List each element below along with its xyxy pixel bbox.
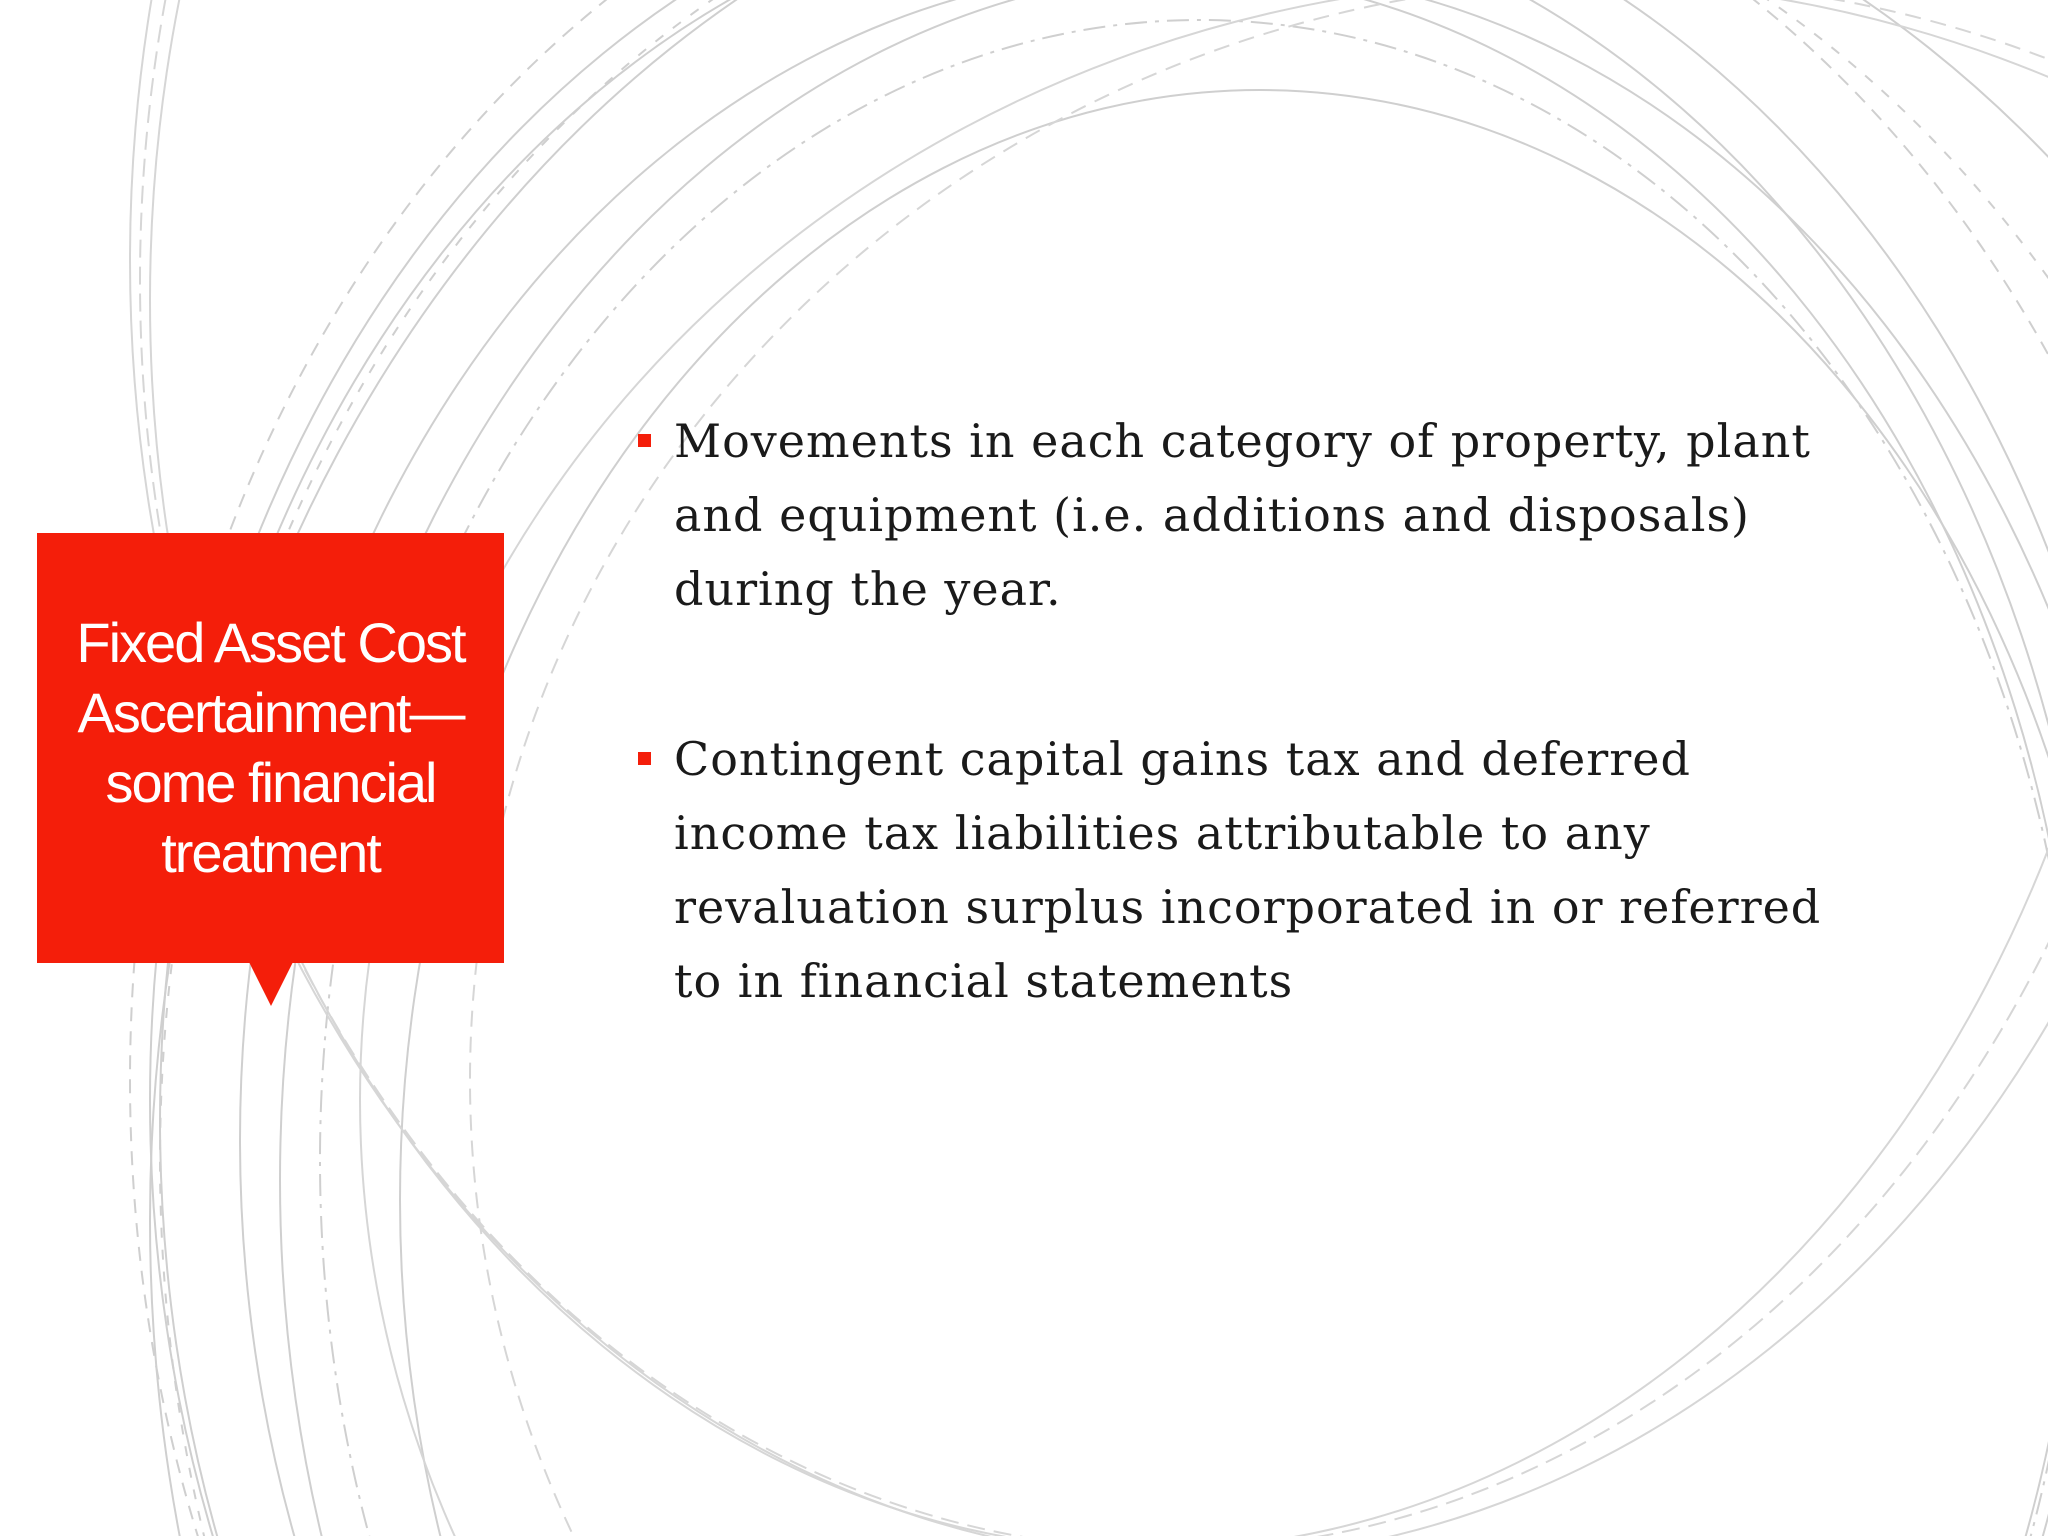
bullet-text: Contingent capital gains tax and deferred income tax liabilities attributable to any revaluation surplus incorporated in or referred to in financial statements [674, 732, 1822, 1008]
title-callout [37, 533, 504, 963]
bullet-text: Movements in each category of property, plant and equipment (i.e. additions and disposals) during the year. [674, 414, 1811, 616]
title-callout-pointer [249, 962, 293, 1006]
slide-title: Fixed Asset Cost Ascertainment—some financial treatment [76, 611, 465, 884]
square-bullet-icon [638, 434, 651, 447]
square-bullet-icon [638, 752, 651, 765]
bullet-item [638, 404, 1878, 626]
bullet-list [638, 404, 1878, 1114]
bullet-item [638, 722, 1878, 1018]
